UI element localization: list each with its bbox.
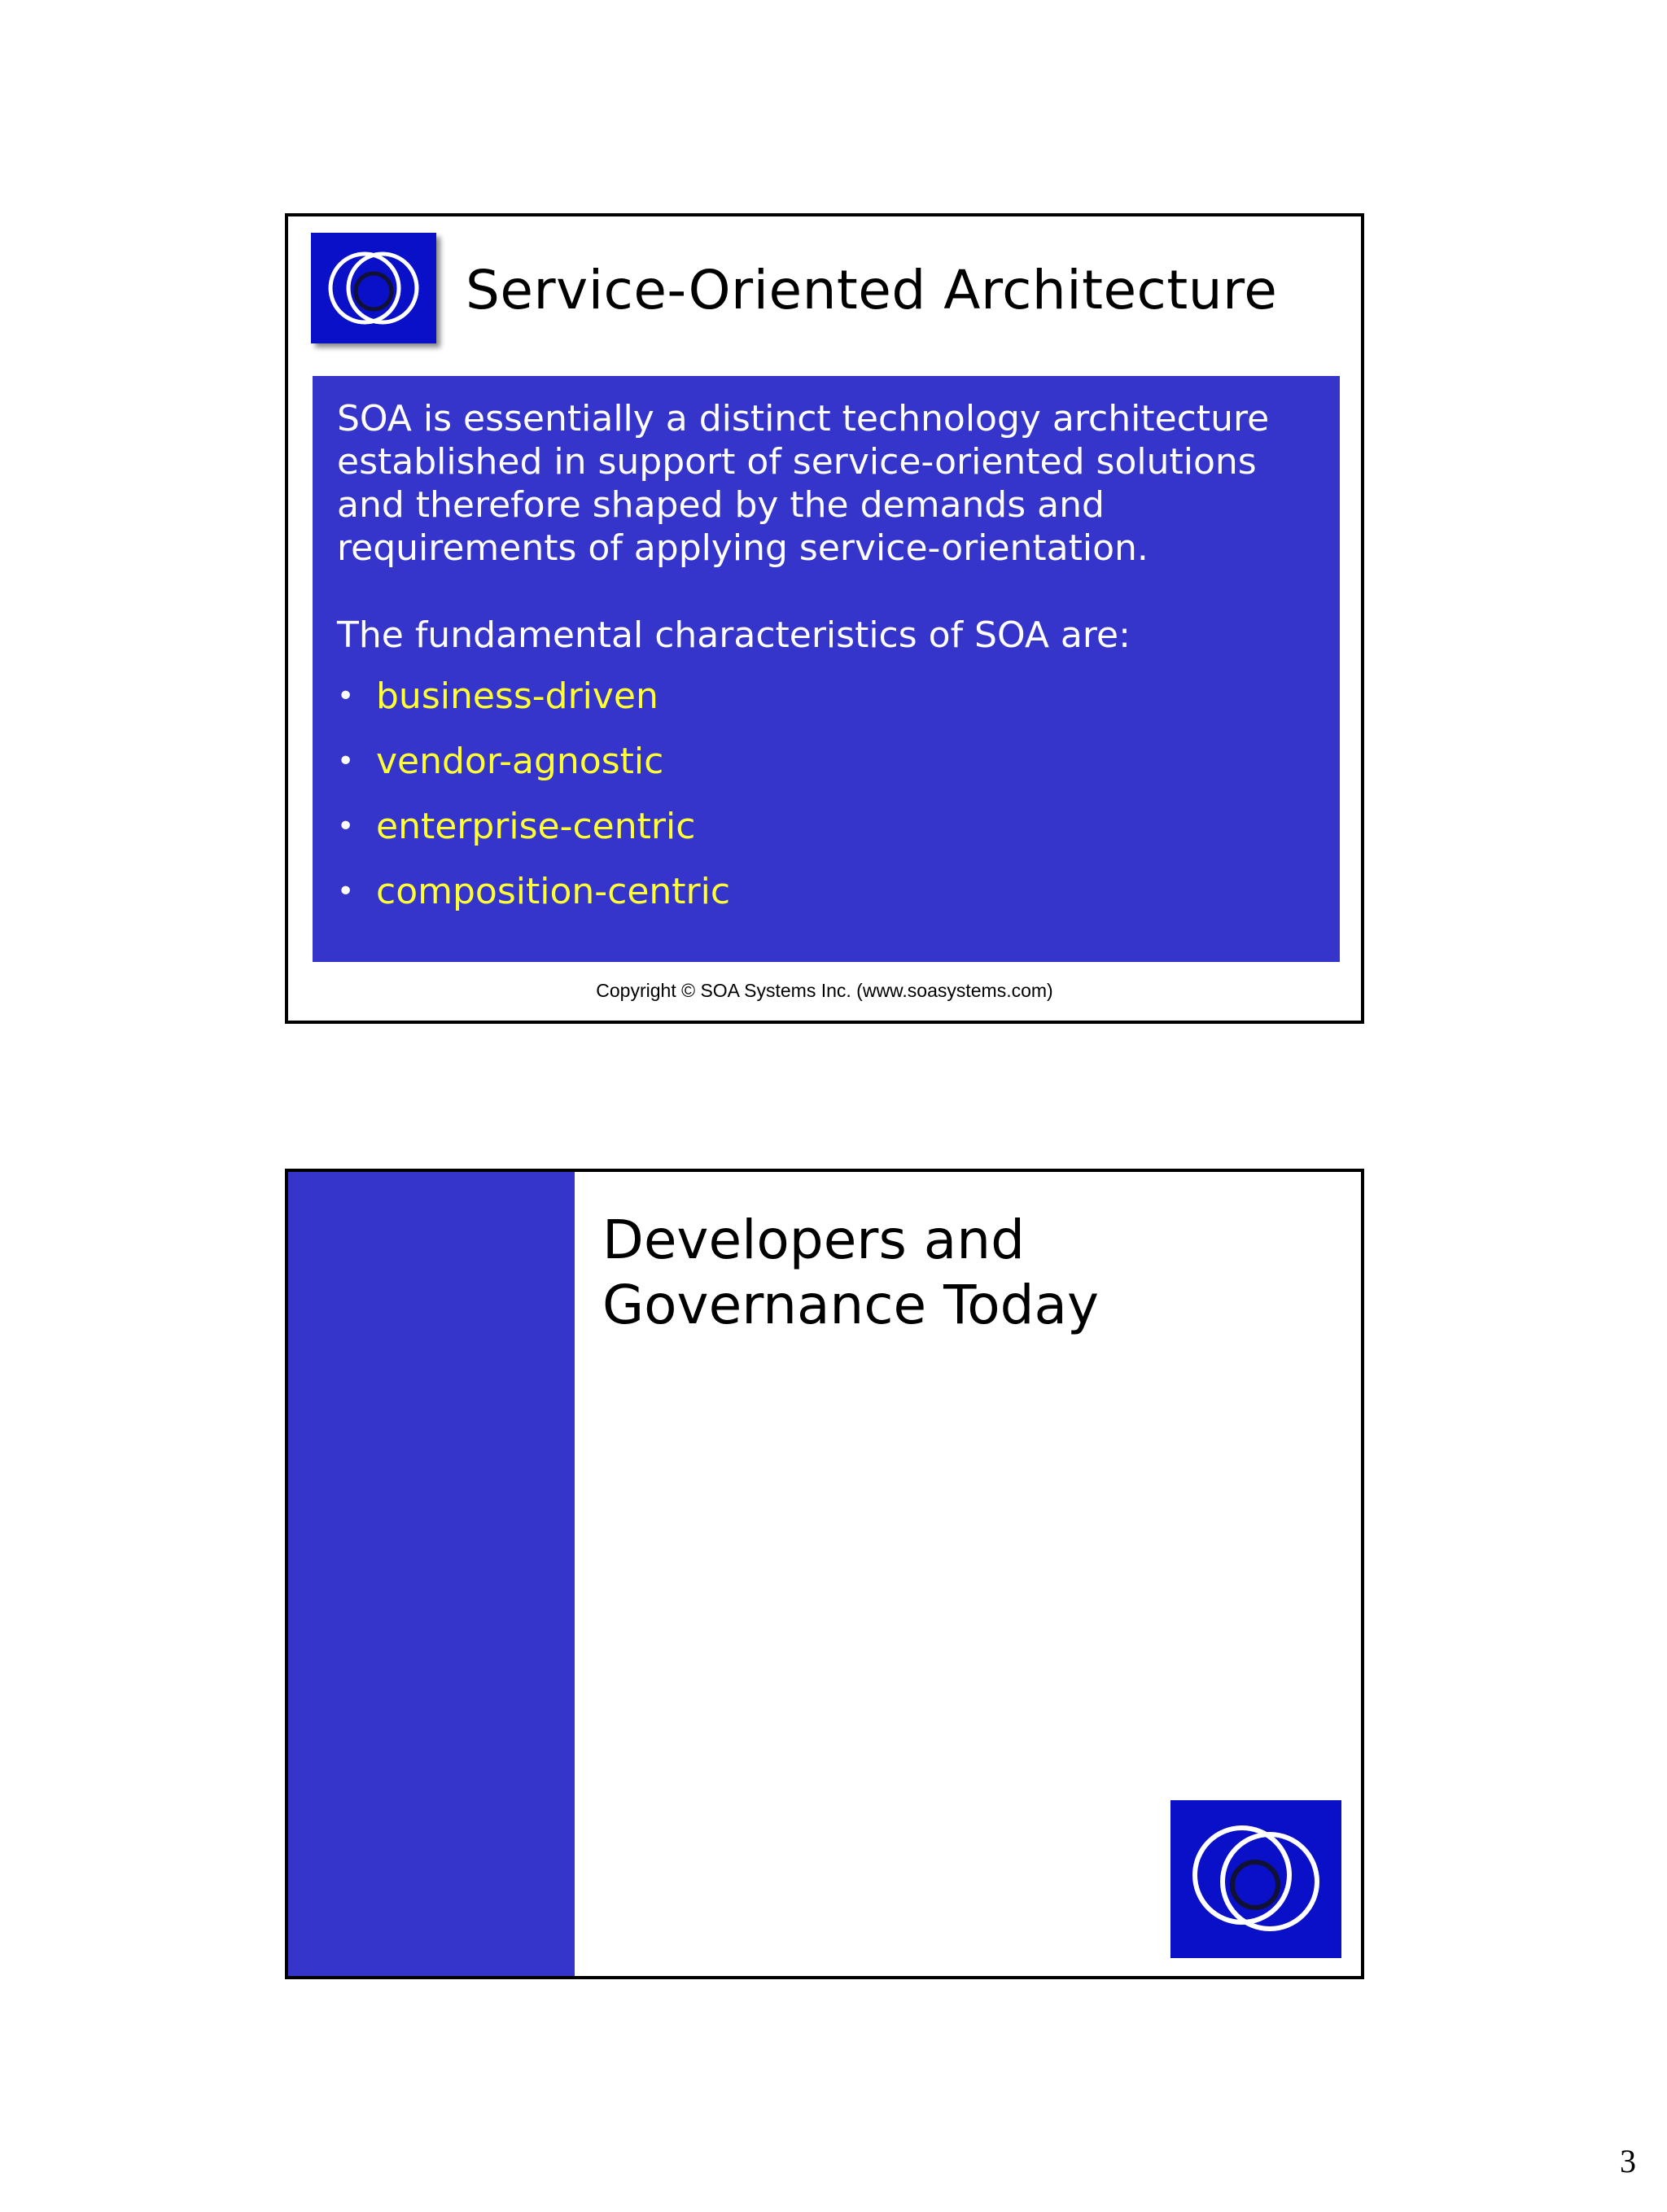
bullet-icon: • — [337, 680, 355, 713]
content-panel — [313, 376, 1340, 962]
characteristics-heading: The fundamental characteristics of SOA are: — [337, 614, 1131, 656]
slide-title — [602, 1208, 1319, 1338]
copyright-notice: Copyright © SOA Systems Inc. (www.soasystems.com) — [596, 980, 1053, 1001]
characteristics-list — [337, 675, 1315, 913]
list-item-label: composition-centric — [376, 871, 731, 912]
list-item — [337, 740, 1315, 783]
bullet-icon: • — [337, 810, 355, 843]
page-number: 3 — [1620, 2143, 1636, 2179]
list-item — [337, 675, 1315, 718]
slide-developers-and-governance — [285, 1169, 1364, 1979]
list-item — [337, 870, 1315, 913]
rings-logo-icon — [1170, 1800, 1341, 1958]
side-accent-bar — [288, 1172, 575, 1976]
list-item-label: enterprise-centric — [376, 806, 696, 847]
list-item-label: business-driven — [376, 675, 658, 717]
slide-title: Service-Oriented Architecture — [466, 259, 1278, 321]
list-item-label: vendor-agnostic — [376, 741, 664, 782]
bullet-icon: • — [337, 875, 355, 908]
rings-logo-icon — [311, 233, 436, 343]
slide-title-line1: Developers and — [602, 1209, 1025, 1271]
rings-logo-svg — [311, 233, 436, 343]
list-item — [337, 805, 1315, 848]
slide-service-oriented-architecture — [285, 213, 1364, 1024]
intro-paragraph: SOA is essentially a distinct technology architecture established in support of service-oriented solutions and therefore shaped by the demands and requirements of applying service-orientation. — [337, 398, 1270, 569]
bullet-icon: • — [337, 745, 355, 778]
rings-logo-svg — [1170, 1800, 1341, 1958]
slide-title-line2: Governance Today — [602, 1274, 1100, 1336]
